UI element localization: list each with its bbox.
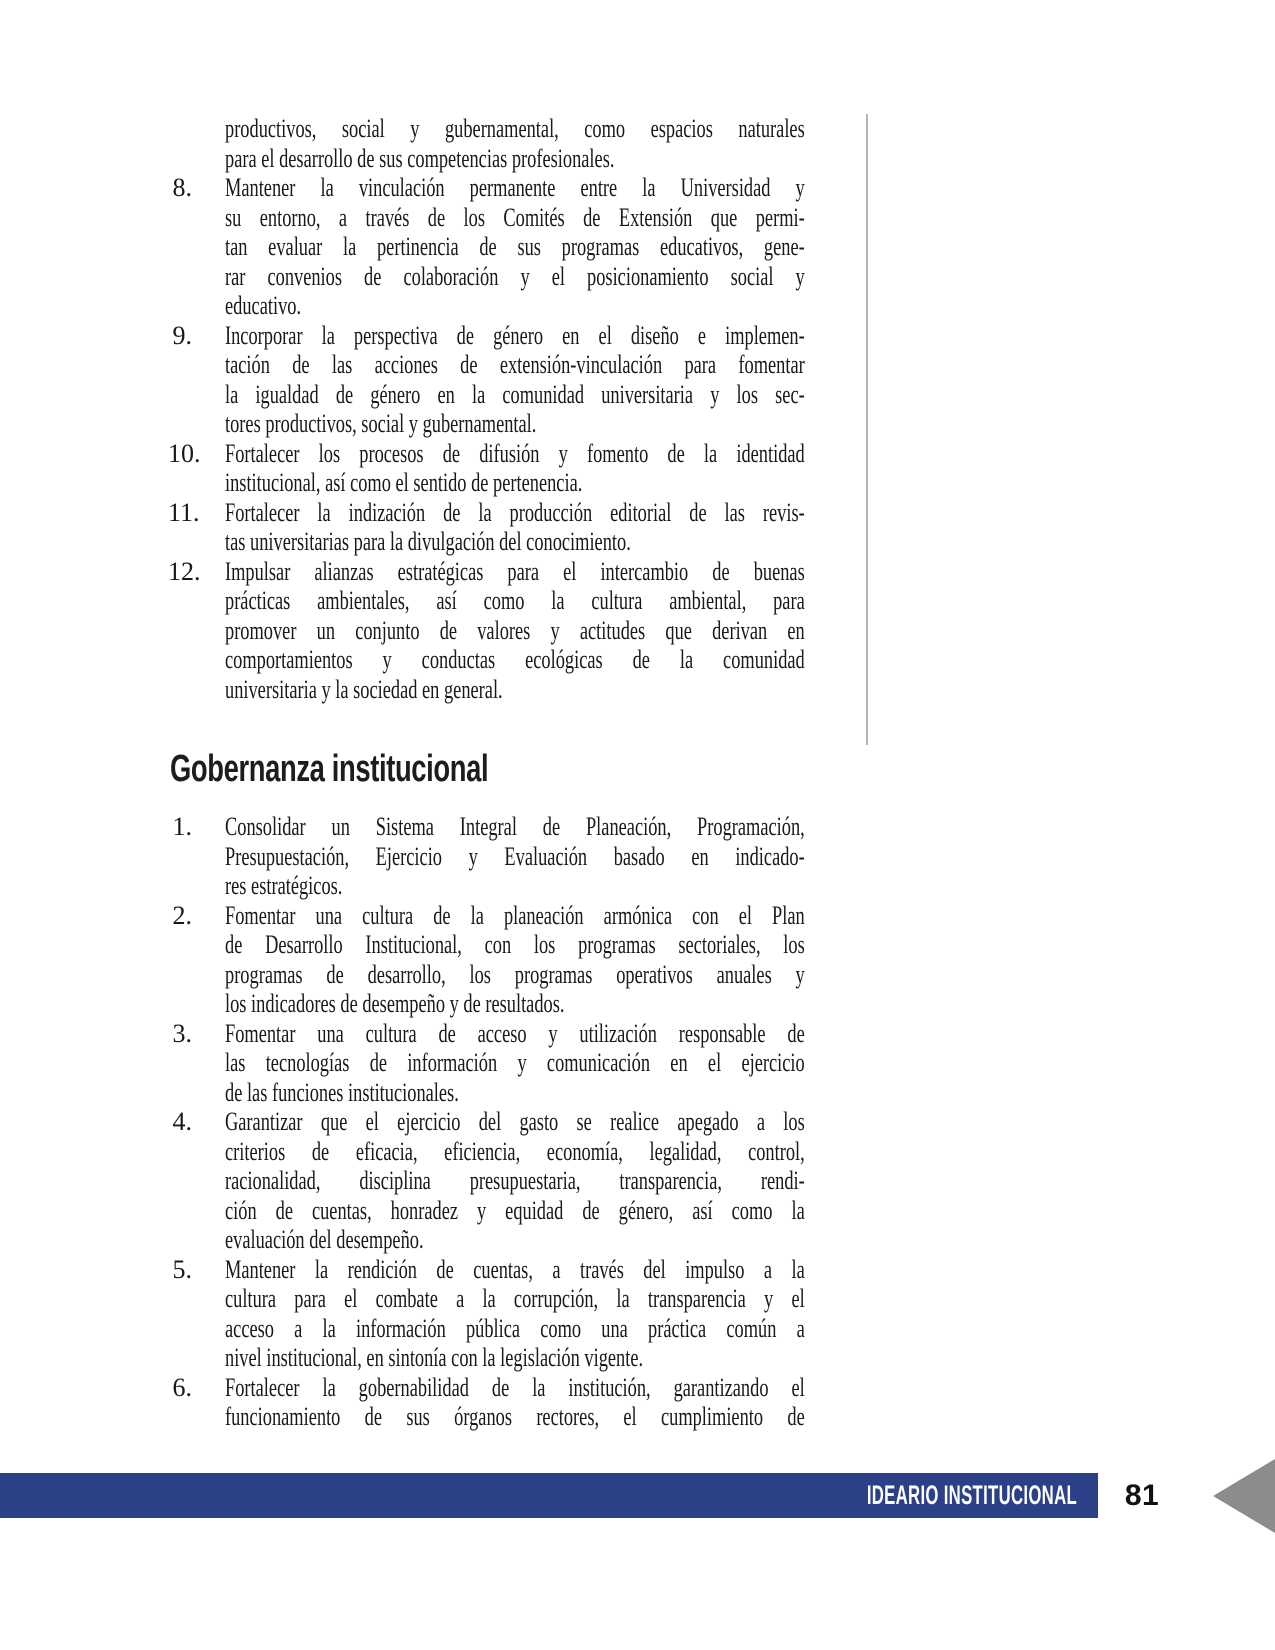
text-line: Mantener la rendición de cuentas, a través del impulso a la <box>225 1254 805 1284</box>
text-line: universitaria y la sociedad en general. <box>225 674 503 704</box>
text-line: res estratégicos. <box>225 871 343 900</box>
section-heading-text: Gobernanza institucional <box>170 748 489 790</box>
item-text <box>225 1255 805 1373</box>
item-text <box>225 901 805 1019</box>
item-number: 9. <box>172 320 192 350</box>
item-number: 11. <box>168 497 200 527</box>
page-number: 81 <box>1124 1479 1160 1512</box>
text-line: Impulsar alianzas estratégicas para el intercambio de buenas <box>225 556 805 586</box>
text-line: para el desarrollo de sus competencias profesionales. <box>225 143 615 173</box>
text-line: tores productivos, social y gubernamental. <box>225 409 537 438</box>
text-line: Fortalecer la indización de la producción editorial de las revis- <box>225 497 805 527</box>
text-line: educativo. <box>225 291 302 320</box>
list-item <box>168 1255 1068 1373</box>
list-item <box>168 173 1068 321</box>
item-text <box>225 1373 805 1432</box>
extension-objectives-list <box>168 114 1068 704</box>
item-text <box>225 1019 805 1108</box>
item-text <box>225 321 805 439</box>
list-item <box>168 812 1068 901</box>
text-line: las tecnologías de información y comunicación en el ejercicio <box>225 1048 805 1077</box>
text-line: Consolidar un Sistema Integral de Planeación, Programación, <box>225 812 805 841</box>
text-line: evaluación del desempeño. <box>225 1225 424 1254</box>
text-line: nivel institucional, en sintonía con la legislación vigente. <box>225 1343 644 1372</box>
text-line: su entorno, a través de los Comités de Extensión que permi- <box>225 202 805 232</box>
item-number: 1. <box>172 812 192 841</box>
text-line: racionalidad, disciplina presupuestaria, transparencia, rendi- <box>225 1166 805 1195</box>
list-item <box>168 498 1068 557</box>
item-number: 10. <box>168 438 201 468</box>
gobernanza-objectives-list <box>168 812 1068 1432</box>
item-text <box>225 439 805 498</box>
text-line: cultura para el combate a la corrupción, la transparencia y el <box>225 1284 805 1313</box>
text-line: Fomentar una cultura de acceso y utilización responsable de <box>225 1018 805 1048</box>
text-line: prácticas ambientales, así como la cultura ambiental, para <box>225 586 805 615</box>
text-line: funcionamiento de sus órganos rectores, el cumplimiento de <box>225 1402 805 1431</box>
item-number: 2. <box>172 900 192 930</box>
section-heading <box>170 746 612 792</box>
item-text <box>225 498 805 557</box>
list-item <box>168 1107 1068 1255</box>
item-text <box>225 173 805 321</box>
text-line: criterios de eficacia, eficiencia, economía, legalidad, control, <box>225 1136 805 1166</box>
list-item <box>168 557 1068 705</box>
text-line: de Desarrollo Institucional, con los programas sectoriales, los <box>225 930 805 959</box>
text-line: Mantener la vinculación permanente entre la Universidad y <box>225 173 805 202</box>
footer-bar <box>0 1473 1098 1518</box>
footer-section-label: IDEARIO INSTITUCIONAL <box>866 1480 1077 1510</box>
text-line: tan evaluar la pertinencia de sus programas educativos, gene- <box>225 232 805 261</box>
text-line: Fortalecer la gobernabilidad de la institución, garantizando el <box>225 1372 805 1402</box>
text-line: de las funciones institucionales. <box>225 1077 459 1107</box>
text-line: tas universitarias para la divulgación del conocimiento. <box>225 527 631 556</box>
item-number: 3. <box>172 1018 192 1048</box>
text-line: acceso a la información pública como una práctica común a <box>225 1313 805 1343</box>
text-line: productivos, social y gubernamental, como espacios naturales <box>225 114 805 143</box>
item-number: 5. <box>172 1254 192 1284</box>
text-line: ción de cuentas, honradez y equidad de género, así como la <box>225 1195 805 1225</box>
item-text <box>225 557 805 705</box>
text-line: los indicadores de desempeño y de resultados. <box>225 989 565 1018</box>
item-number: 4. <box>172 1107 192 1136</box>
text-line: Incorporar la perspectiva de género en el diseño e implemen- <box>225 320 805 350</box>
item-text <box>225 812 805 901</box>
text-line: la igualdad de género en la comunidad universitaria y los sec- <box>225 379 805 409</box>
text-line: Garantizar que el ejercicio del gasto se realice apegado a los <box>225 1107 805 1136</box>
list-item <box>168 901 1068 1019</box>
list-item <box>168 1019 1068 1108</box>
page-corner-arrow-icon <box>1213 1459 1275 1533</box>
text-line: Presupuestación, Ejercicio y Evaluación basado en indicado- <box>225 841 805 871</box>
text-line: tación de las acciones de extensión-vinculación para fomentar <box>225 350 805 379</box>
list-item <box>168 1373 1068 1432</box>
text-line: promover un conjunto de valores y actitudes que derivan en <box>225 615 805 645</box>
list-item <box>168 321 1068 439</box>
item-number: 12. <box>168 556 201 586</box>
list-item <box>168 439 1068 498</box>
text-line: Fomentar una cultura de la planeación armónica con el Plan <box>225 900 805 930</box>
text-line: Fortalecer los procesos de difusión y fomento de la identidad <box>225 438 805 468</box>
item-number: 6. <box>172 1372 192 1402</box>
text-line: rar convenios de colaboración y el posicionamiento social y <box>225 261 805 291</box>
text-line: programas de desarrollo, los programas operativos anuales y <box>225 959 805 989</box>
list-item <box>168 114 1068 173</box>
text-line: comportamientos y conductas ecológicas de la comunidad <box>225 645 805 674</box>
item-text <box>225 1107 805 1255</box>
text-line: institucional, así como el sentido de pertenencia. <box>225 468 583 497</box>
item-text <box>225 114 805 173</box>
item-number: 8. <box>172 173 192 202</box>
